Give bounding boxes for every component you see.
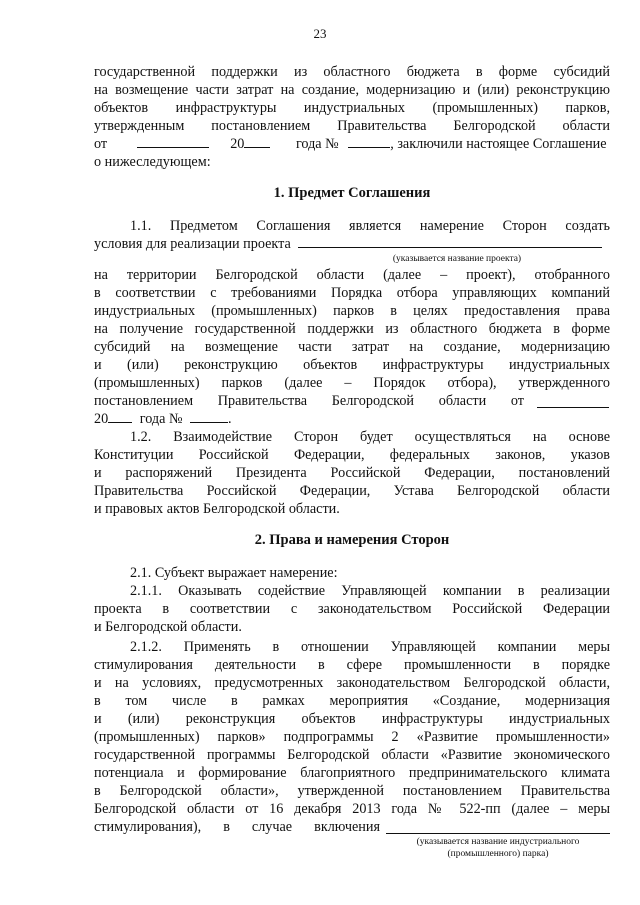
s2-p212-line-7: государственной программы Белгородской области «Развитие экономического bbox=[94, 747, 610, 763]
s1-p1-line-5: индустриальных (промышленных) парков в целях предоставления права bbox=[94, 303, 610, 319]
s1-p2-line-1: 1.2. Взаимодействие Сторон будет осуществляться на основе bbox=[130, 429, 610, 445]
s2-p21-intro: 2.1. Субъект выражает намерение: bbox=[130, 565, 338, 581]
s1-p1-line-7: субсидий на возмещение части затрат на создание, модернизацию bbox=[94, 339, 610, 355]
s2-p212-line-6: (промышленных) парков» подпрограммы 2 «Развитие промышленности» bbox=[94, 729, 610, 745]
s1-p2-line-2: Конституции Российской Федерации, федеральных законов, указов bbox=[94, 447, 610, 463]
park-name-blank bbox=[386, 821, 610, 834]
s2-p211-line-2: проекта в соответствии с законодательством Российской Федерации bbox=[94, 601, 610, 617]
intro-ot: от bbox=[94, 136, 108, 152]
s1-p1-line-8: и (или) реконструкцию объектов инфраструктуры индустриальных bbox=[94, 357, 610, 373]
page-number: 23 bbox=[313, 26, 327, 41]
s2-p212-line-9: в Белгородской области», утвержденной постановлением Правительства bbox=[94, 783, 610, 799]
project-name-note: (указывается название проекта) bbox=[392, 254, 522, 264]
s1-p1-line-2 bbox=[94, 235, 610, 253]
s1-year-blank bbox=[108, 410, 132, 423]
s1-p1-line-1: 1.1. Предметом Соглашения является намерение Сторон создать bbox=[130, 218, 610, 234]
s2-p212-line-11: стимулирования), в случае включения bbox=[94, 819, 380, 835]
intro-line-3: объектов инфраструктуры индустриальных (промышленных) парков, bbox=[94, 100, 610, 116]
year-blank bbox=[244, 135, 270, 148]
intro-year: 20 bbox=[230, 136, 245, 152]
s1-period: . bbox=[228, 411, 232, 427]
date-blank bbox=[137, 135, 209, 148]
s1-p2-line-5: и правовых актов Белгородской области. bbox=[94, 501, 340, 517]
intro-line-1: государственной поддержки из областного бюджета в форме субсидий bbox=[94, 64, 610, 80]
s2-p212-line-2: стимулирования деятельности в сфере промышленности в порядке bbox=[94, 657, 610, 673]
s2-p211-line-3: и Белгородской области. bbox=[94, 619, 242, 635]
s1-p1-line-3: на территории Белгородской области (далее – проект), отобранного bbox=[94, 267, 610, 283]
project-name-blank bbox=[298, 235, 602, 248]
s1-p1-line-4: в соответствии с требованиями Порядка отбора управляющих компаний bbox=[94, 285, 610, 301]
section-1-title: 1. Предмет Соглашения bbox=[273, 185, 431, 201]
s1-p2-line-3: и распоряжений Президента Российской Федерации, постановлений bbox=[94, 465, 610, 481]
intro-line-6: о нижеследующем: bbox=[94, 154, 211, 170]
s2-p212-line-5: и (или) реконструкция объектов инфраструктуры индустриальных bbox=[94, 711, 610, 727]
s1-year: 20 bbox=[94, 411, 109, 427]
section-2-title: 2. Права и намерения Сторон bbox=[254, 532, 450, 548]
s1-p1-line-6: на получение государственной поддержки из областного бюджета в форме bbox=[94, 321, 610, 337]
s1-project-label: условия для реализации проекта bbox=[94, 236, 291, 252]
intro-line-5 bbox=[94, 135, 610, 153]
approval-date-blank bbox=[537, 395, 609, 408]
intro-line-2: на возмещение части затрат на создание, модернизацию и (или) реконструкцию bbox=[94, 82, 610, 98]
s2-p212-line-10: Белгородской области от 16 декабря 2013 года № 522-пп (далее – меры bbox=[94, 801, 610, 817]
intro-agreement: , заключили настоящее Соглашение bbox=[390, 136, 607, 152]
s2-p212-line-1: 2.1.2. Применять в отношении Управляющей компании меры bbox=[130, 639, 610, 655]
park-name-note-2: (промышленного) парка) bbox=[447, 849, 549, 859]
s1-p1-line-9: (промышленных) парков (далее – Порядок отбора), утвержденного bbox=[94, 375, 610, 391]
s1-number-blank bbox=[190, 410, 228, 423]
s2-p212-line-3: и на условиях, предусмотренных законодательством Белгородской области, bbox=[94, 675, 610, 691]
s1-p1-line-10: постановлением Правительства Белгородской области от bbox=[94, 393, 524, 409]
s2-p212-line-8: потенциала и формирование благоприятного предпринимательского климата bbox=[94, 765, 610, 781]
park-name-note-1: (указывается название индустриального bbox=[416, 837, 580, 847]
intro-god: года № bbox=[295, 136, 339, 152]
s1-p1-line-11 bbox=[94, 410, 610, 428]
s2-p211-line-1: 2.1.1. Оказывать содействие Управляющей компании в реализации bbox=[130, 583, 610, 599]
number-blank bbox=[348, 135, 390, 148]
intro-line-4: утвержденным постановлением Правительства Белгородской области bbox=[94, 118, 610, 134]
s1-god-no: года № bbox=[139, 411, 183, 427]
s2-p212-line-4: в том числе в рамках мероприятия «Создание, модернизация bbox=[94, 693, 610, 709]
s1-p2-line-4: Правительства Российской Федерации, Устава Белгородской области bbox=[94, 483, 610, 499]
